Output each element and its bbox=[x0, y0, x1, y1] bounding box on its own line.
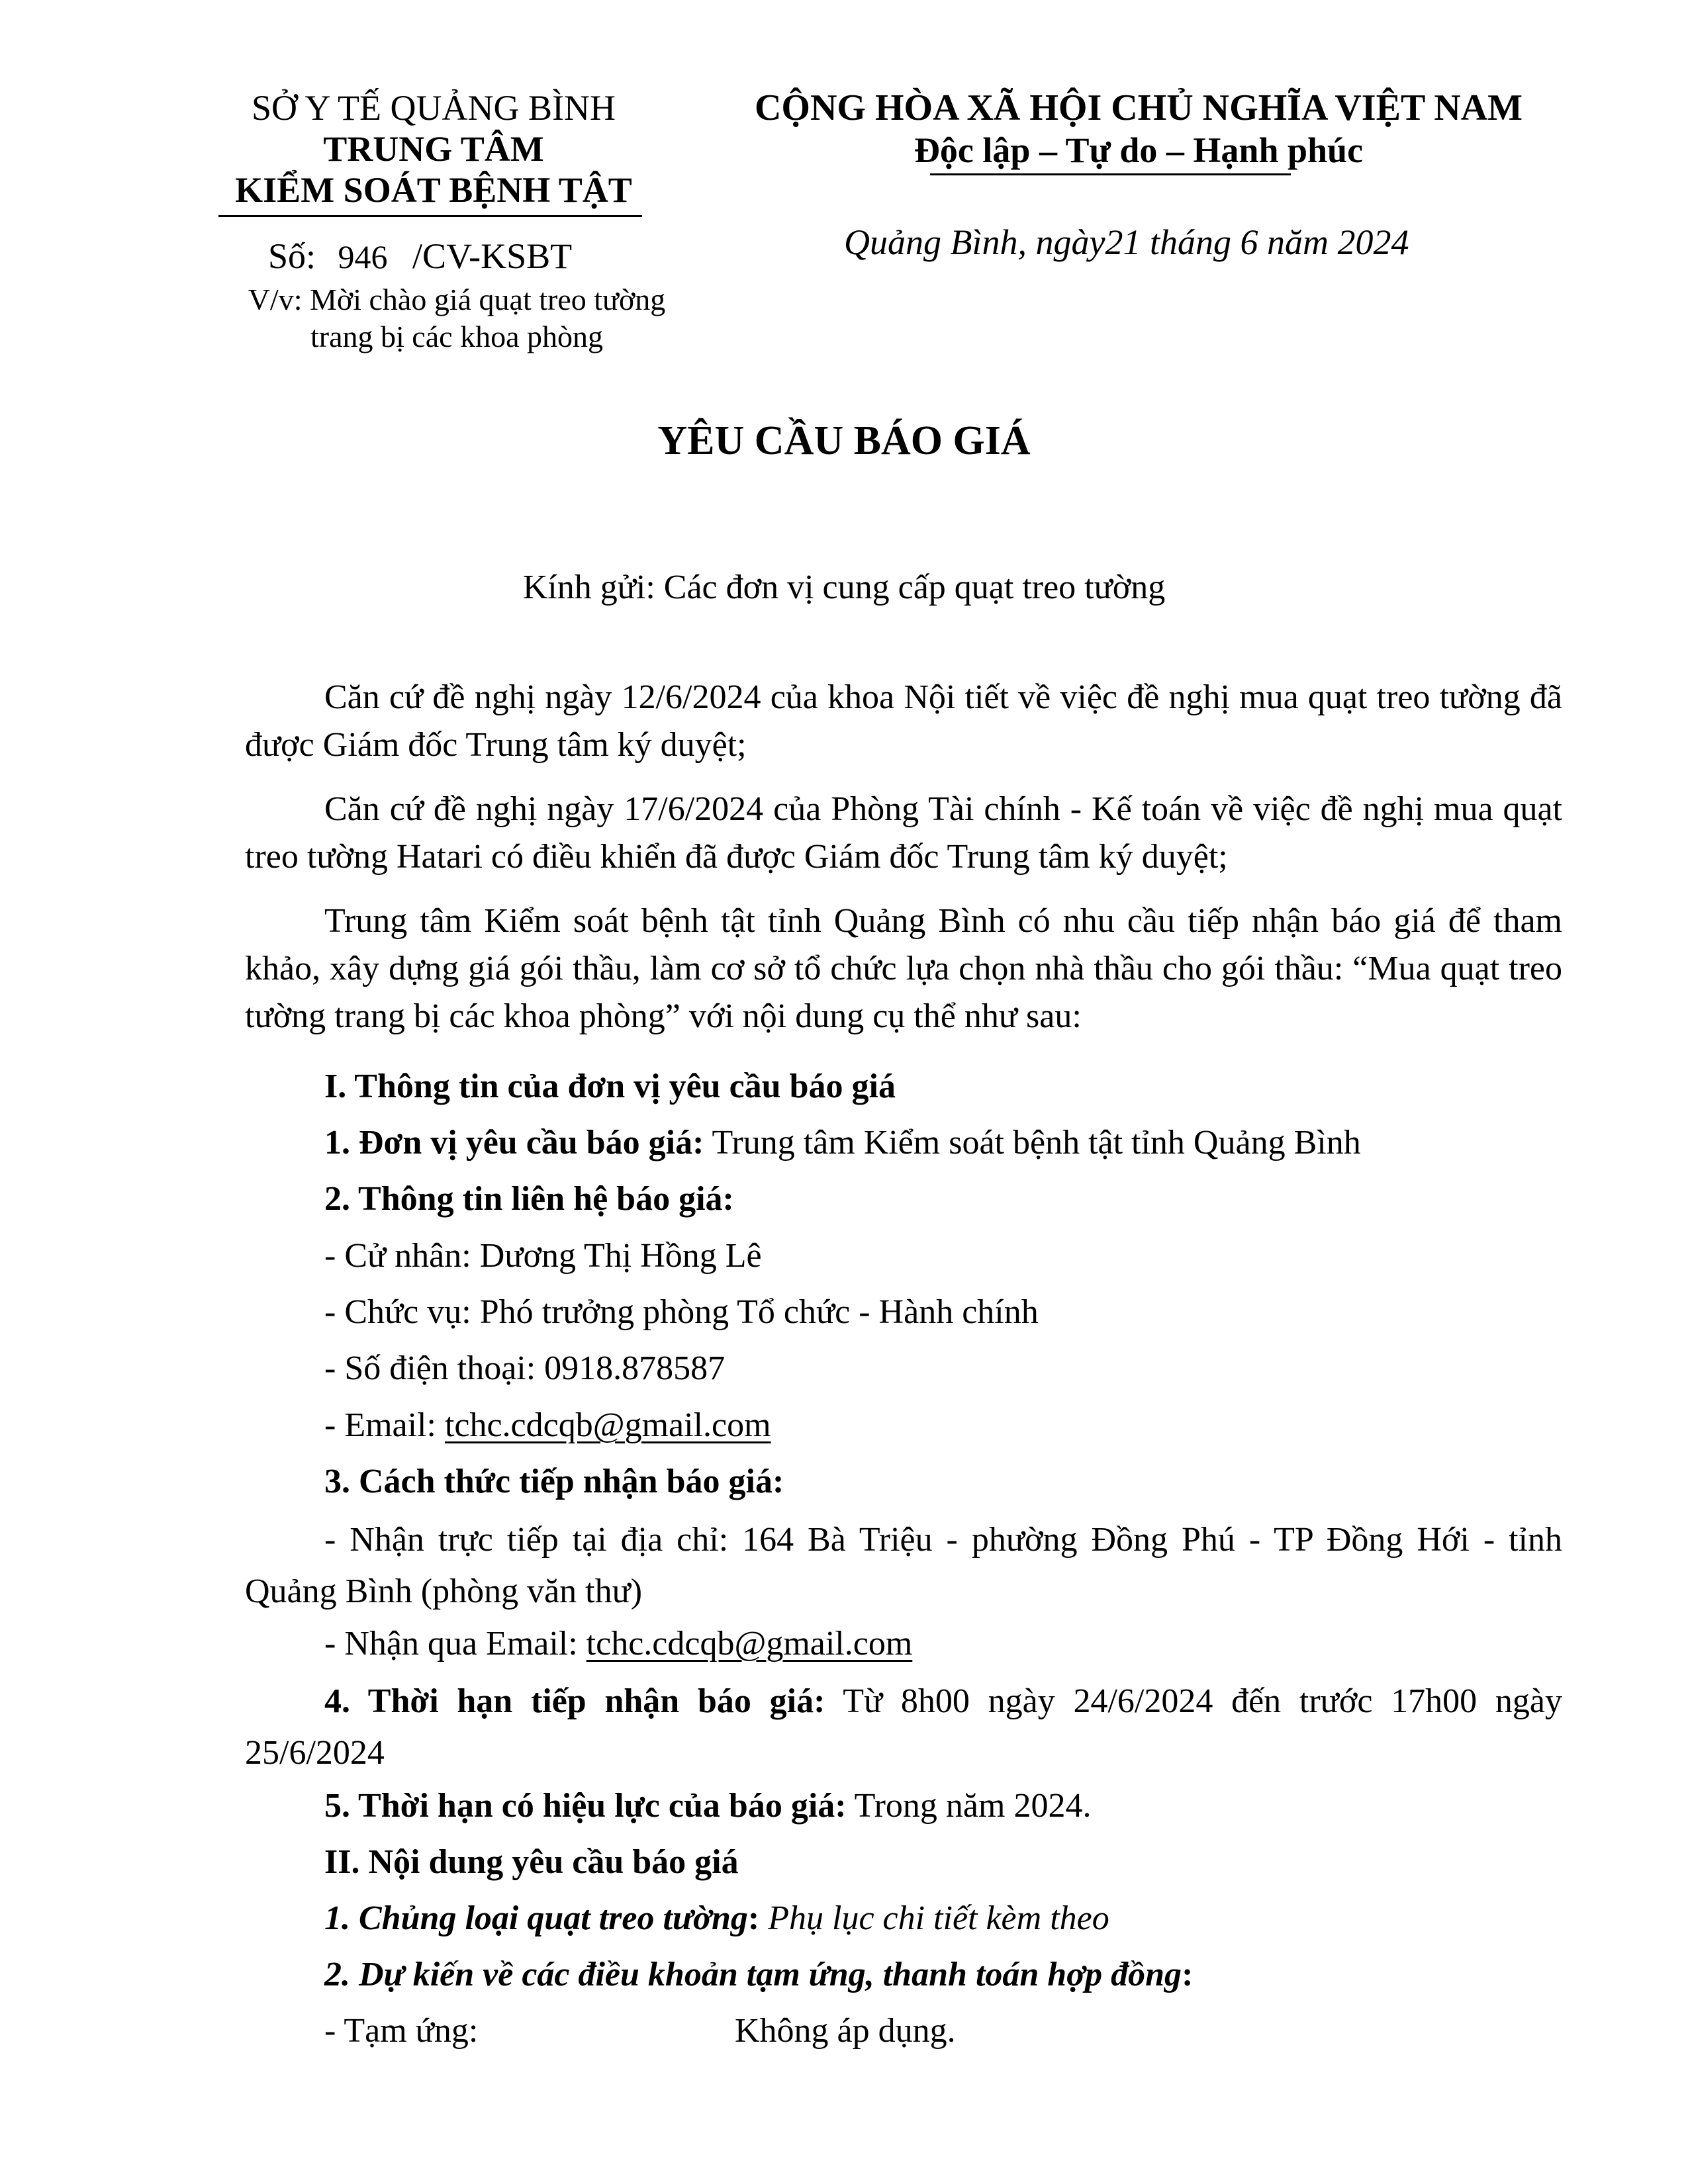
requesting-unit-label: 1. Đơn vị yêu cầu báo giá: bbox=[324, 1124, 704, 1161]
department-name: SỞ Y TẾ QUẢNG BÌNH bbox=[252, 88, 616, 128]
organization-name-line2: KIỂM SOÁT BỆNH TẬT bbox=[235, 170, 632, 210]
receive-email-label: - Nhận qua Email: bbox=[324, 1625, 586, 1662]
contact-email-link[interactable]: tchc.cdcqb@gmail.com bbox=[444, 1406, 771, 1444]
section1-item3: 3. Cách thức tiếp nhận báo giá: bbox=[324, 1463, 784, 1500]
section1-heading: I. Thông tin của đơn vị yêu cầu báo giá bbox=[324, 1068, 896, 1105]
validity-value: Trong năm 2024. bbox=[846, 1787, 1092, 1825]
contact-email-label: - Email: bbox=[324, 1406, 445, 1444]
validity-label: 5. Thời hạn có hiệu lực của báo giá: bbox=[324, 1787, 847, 1825]
payment-terms-colon: : bbox=[1182, 1956, 1194, 1993]
subject-line2: trang bị các khoa phòng bbox=[310, 320, 603, 353]
doc-number-value: 946 bbox=[338, 238, 388, 275]
motto-underline bbox=[930, 173, 1291, 175]
requesting-unit-value: Trung tâm Kiểm soát bệnh tật tỉnh Quảng Bình bbox=[704, 1124, 1361, 1161]
place-date: Quảng Bình, ngày21 tháng 6 năm 2024 bbox=[844, 222, 1409, 262]
receive-deadline-label: 4. Thời hạn tiếp nhận báo giá: bbox=[324, 1682, 825, 1720]
doc-number-suffix: /CV-KSBT bbox=[412, 236, 573, 276]
section1-item1 bbox=[324, 1122, 1361, 1164]
contact-phone: - Số điện thoại: 0918.878587 bbox=[324, 1349, 726, 1387]
doc-number-label: Số: bbox=[268, 236, 316, 276]
receive-email-link[interactable]: tchc.cdcqb@gmail.com bbox=[586, 1625, 913, 1662]
subject-line1: V/v: Mời chào giá quạt treo tường bbox=[248, 283, 666, 316]
receive-email-row bbox=[324, 1623, 912, 1665]
contact-person: - Cử nhân: Dương Thị Hồng Lê bbox=[324, 1237, 762, 1275]
section2-item2 bbox=[324, 1954, 1193, 1996]
paragraph-basis-1: Căn cứ đề nghị ngày 12/6/2024 của khoa Nội tiết về việc đề nghị mua quạt treo tường đã được Giám đốc Trung tâm ký duyệt; bbox=[245, 678, 1562, 764]
receive-deadline-value: Từ 8h00 ngày 24/6/2024 đến trước 17h00 ngày 25/6/2024 bbox=[245, 1682, 1563, 1772]
recipient-greeting: Kính gửi: Các đơn vị cung cấp quạt treo tường bbox=[522, 569, 1166, 606]
section1-item2: 2. Thông tin liên hệ báo giá: bbox=[324, 1180, 734, 1218]
paragraph-basis-2: Căn cứ đề nghị ngày 17/6/2024 của Phòng Tài chính - Kế toán về việc đề nghị mua quạt treo tường Hatari có điều khiển đã được Giám đốc Trung tâm ký duyệt; bbox=[245, 790, 1562, 876]
header-left bbox=[192, 87, 675, 210]
payment-terms-label: 2. Dự kiến về các điều khoản tạm ứng, thanh toán hợp đồng bbox=[324, 1956, 1182, 1993]
advance-label: - Tạm ứng: bbox=[324, 2012, 479, 2050]
receive-direct: - Nhận trực tiếp tại địa chỉ: 164 Bà Triệu - phường Đồng Phú - TP Đồng Hới - tỉnh Quảng Bình (phòng văn thư) bbox=[245, 1521, 1562, 1610]
section1-item4 bbox=[245, 1676, 1562, 1779]
section2-item1 bbox=[324, 1897, 1109, 1940]
national-title: CỘNG HÒA XÃ HỘI CHỦ NGHĨA VIỆT NAM bbox=[754, 87, 1523, 128]
advance-value: Không áp dụng. bbox=[735, 2012, 956, 2050]
fan-type-value: Phụ lục chi tiết kèm theo bbox=[759, 1899, 1109, 1937]
document-title: YÊU CẦU BÁO GIÁ bbox=[657, 418, 1031, 463]
organization-name-line1: TRUNG TÂM bbox=[323, 129, 544, 169]
advance-row bbox=[324, 2010, 956, 2052]
fan-type-colon: : bbox=[747, 1899, 760, 1937]
national-motto: Độc lập – Tự do – Hạnh phúc bbox=[914, 130, 1364, 170]
contact-position: - Chức vụ: Phó trưởng phòng Tổ chức - Hành chính bbox=[324, 1293, 1039, 1331]
paragraph-purpose: Trung tâm Kiểm soát bệnh tật tỉnh Quảng Bình có nhu cầu tiếp nhận báo giá để tham khảo, xây dựng giá gói thầu, làm cơ sở tổ chức lựa chọn nhà thầu cho gói thầu: “Mua quạt treo tường trang bị các khoa phòng” với nội dung cụ thể như sau: bbox=[245, 902, 1562, 1035]
contact-email-row bbox=[324, 1404, 771, 1447]
org-underline bbox=[218, 215, 642, 217]
fan-type-label: 1. Chủng loại quạt treo tường bbox=[324, 1899, 748, 1937]
section2-heading: II. Nội dung yêu cầu báo giá bbox=[324, 1843, 739, 1881]
section1-item5 bbox=[324, 1785, 1091, 1827]
document-number bbox=[268, 236, 572, 277]
document-subject bbox=[238, 281, 675, 355]
